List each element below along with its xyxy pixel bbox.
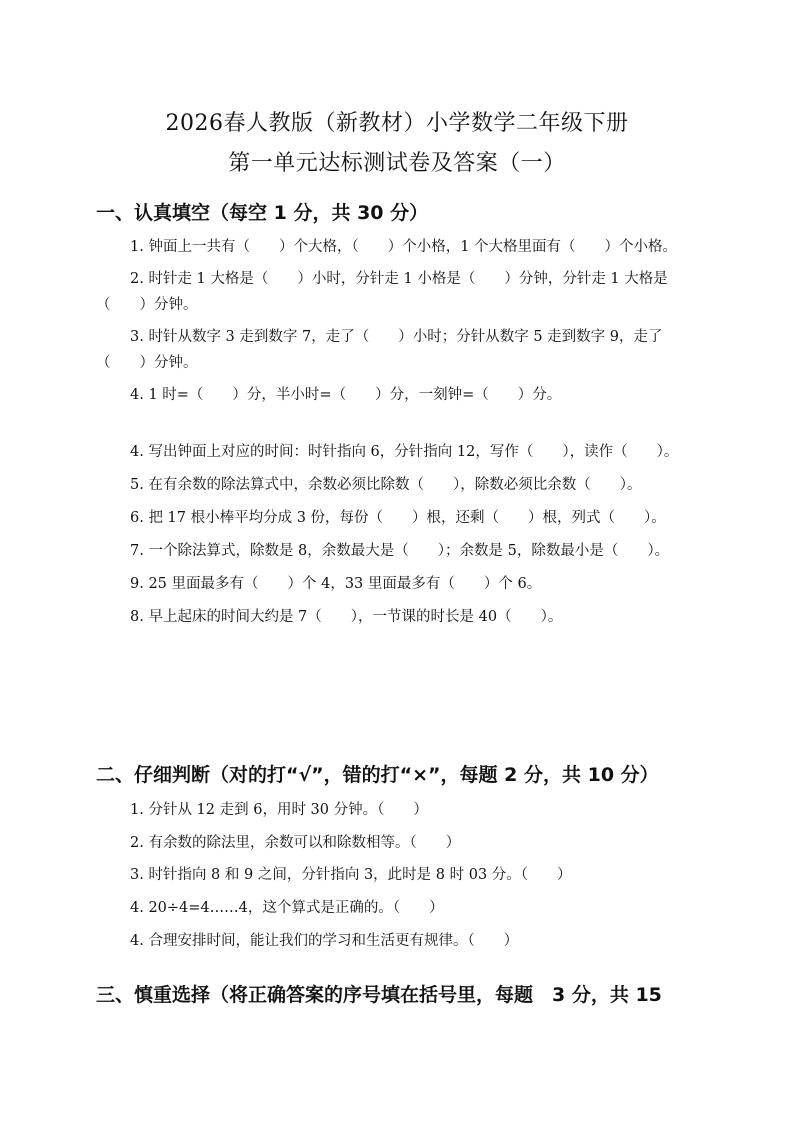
fill-question-10: 8. 早上起床的时间大约是 7（ ），一节课的时长是 40（ ）。 [130, 609, 563, 625]
fill-question-3: 3. 时针从数字 3 走到数字 7，走了（ ）小时；分针从数字 5 走到数字 9，走了（ ）分钟。 [96, 329, 663, 371]
fill-question-list-2 [96, 438, 700, 632]
judge-question-4: 4. 20÷4=4……4，这个算式是正确的。（ ） [130, 900, 444, 916]
judge-question-1: 1. 分针从 12 走到 6，用时 30 分钟。（ ） [130, 802, 428, 818]
section-fill-heading: 一、认真填空（每空 1 分，共 30 分） [96, 202, 429, 224]
section-choice-heading: 三、慎重选择（将正确答案的序号填在括号里，每题 3 分，共 15 [96, 984, 662, 1006]
fill-question-list [96, 234, 700, 408]
exam-title: 2026春人教版（新教材）小学数学二年级下册 [165, 111, 629, 136]
judge-question-3: 3. 时针指向 8 和 9 之间，分针指向 3，此时是 8 时 03 分。（ ） [130, 867, 572, 883]
fill-question-9: 9. 25 里面最多有（ ）个 4，33 里面最多有（ ）个 6。 [130, 576, 542, 592]
fill-question-6: 5. 在有余数的除法算式中，余数必须比除数（ ），除数必须比余数（ ）。 [130, 477, 642, 493]
judge-question-2: 2. 有余数的除法里，余数可以和除数相等。（ ） [130, 835, 461, 851]
fill-question-7: 6. 把 17 根小棒平均分成 3 份，每份（ ）根，还剩（ ）根，列式（ ）。 [130, 510, 666, 526]
fill-question-5: 4. 写出钟面上对应的时间：时针指向 6，分针指向 12，写作（ ），读作（ ）。 [130, 444, 679, 460]
exam-subtitle: 第一单元达标测试卷及答案（一） [228, 151, 566, 176]
fill-question-1: 1. 钟面上一共有（ ）个大格，（ ）个小格，1 个大格里面有（ ）个小格。 [130, 239, 678, 255]
fill-question-2: 2. 时针走 1 大格是（ ）小时，分针走 1 小格是（ ）分钟，分针走 1 大格是（ ）分钟。 [96, 271, 668, 313]
judge-question-5: 4. 合理安排时间，能让我们的学习和生活更有规律。（ ） [130, 933, 519, 949]
section-judge-heading: 二、仔细判断（对的打“√”，错的打“×”，每题 2 分，共 10 分） [96, 764, 659, 786]
fill-question-4: 4. 1 时=（ ）分，半小时=（ ）分，一刻钟=（ ）分。 [130, 387, 562, 403]
fill-question-8: 7. 一个除法算式，除数是 8，余数最大是（ ）；余数是 5，除数最小是（ ）。 [130, 543, 670, 559]
